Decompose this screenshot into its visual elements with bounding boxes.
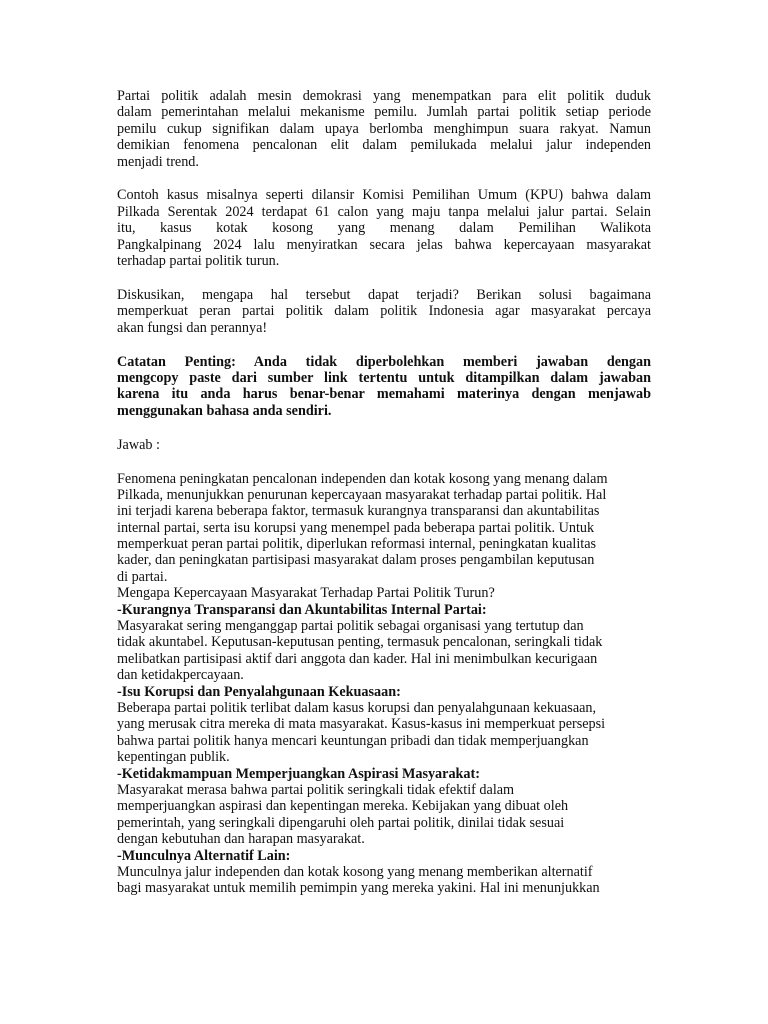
text-line: bagi masyarakat untuk memilih pemimpin yang mereka yakini. Hal ini menunjukkan (117, 880, 600, 897)
text-line: memperkuat peran partai politik, diperlukan reformasi internal, peningkatan kualitas (117, 536, 597, 553)
answer-point-alternative (117, 848, 651, 897)
answer-point-transparency (117, 602, 651, 684)
text-line: tidak akuntabel. Keputusan-keputusan penting, termasuk pencalonan, seringkali tidak (117, 634, 603, 651)
text-line: dalam pemerintahan melalui mekanisme pemilu. Jumlah partai politik setiap periode (117, 104, 651, 121)
text-line: Masyarakat merasa bahwa partai politik seringkali tidak efektif dalam (117, 781, 515, 798)
text-line: terhadap partai politik turun. (117, 253, 280, 270)
text-line: Fenomena peningkatan pencalonan independen dan kotak kosong yang menang dalam (117, 470, 608, 487)
text-line: menjadi trend. (117, 153, 199, 170)
important-note (117, 354, 651, 420)
point-heading: -Isu Korupsi dan Penyalahgunaan Kekuasaan: (117, 683, 401, 700)
text-line: pemerintah, yang seringkali dipengaruhi oleh partai politik, dinilai tidak sesuai (117, 814, 565, 831)
text-line: demikian fenomena pencalonan elit dalam pemilukada melalui jalur independen (117, 137, 651, 154)
text-line: itu, kasus kotak kosong yang menang dalam Pemilihan Walikota (117, 220, 651, 237)
text-line: Diskusikan, mengapa hal tersebut dapat terjadi? Berikan solusi bagaimana (117, 286, 651, 303)
text-line: di partai. (117, 568, 168, 585)
text-line: Partai politik adalah mesin demokrasi yang menempatkan para elit politik duduk (117, 88, 651, 104)
text-line: bahwa partai politik hanya mencari keuntungan pribadi dan tidak memperjuangkan (117, 732, 589, 749)
text-line: yang merusak citra mereka di mata masyarakat. Kasus-kasus ini memperkuat persepsi (117, 716, 606, 733)
point-heading: -Kurangnya Transparansi dan Akuntabilitas Internal Partai: (117, 601, 487, 618)
note-line: mengcopy paste dari sumber link tertentu untuk ditampilkan dalam jawaban (117, 369, 651, 386)
note-line: karena itu anda harus benar-benar memahami materinya dengan menjawab (117, 386, 651, 403)
text-line: Pilkada Serentak 2024 terdapat 61 calon yang maju tanpa melalui jalur partai. Selain (117, 203, 651, 220)
text-line: Pilkada, menunjukkan penurunan kepercayaan masyarakat terhadap partai politik. Hal (117, 486, 607, 503)
why-heading: Mengapa Kepercayaan Masyarakat Terhadap Partai Politik Turun? (117, 585, 495, 602)
answer-intro (117, 471, 651, 586)
text-line: kepentingan publik. (117, 749, 230, 766)
answer-point-corruption (117, 684, 651, 766)
text-line: akan fungsi dan perannya! (117, 319, 268, 336)
text-line: Beberapa partai politik terlibat dalam kasus korupsi dan penyalahgunaan kekuasaan, (117, 700, 597, 716)
text-line: memperjuangkan aspirasi dan kepentingan mereka. Kebijakan yang dibuat oleh (117, 798, 569, 815)
text-line: Pangkalpinang 2024 lalu menyiratkan secara jelas bahwa kepercayaan masyarakat (117, 236, 651, 253)
text-line: dan ketidakpercayaan. (117, 667, 244, 684)
text-line: pemilu cukup signifikan dalam upaya berlomba menghimpun suara rakyat. Namun (117, 120, 651, 137)
point-heading: -Ketidakmampuan Memperjuangkan Aspirasi Masyarakat: (117, 765, 480, 782)
text-line: ini terjadi karena beberapa faktor, termasuk kurangnya transparansi dan akuntabilitas (117, 503, 600, 520)
text-line: internal partai, serta isu korupsi yang menempel pada beberapa partai politik. Untuk (117, 519, 595, 536)
answer-point-aspiration (117, 766, 651, 848)
point-heading: -Munculnya Alternatif Lain: (117, 847, 291, 864)
text-line: Munculnya jalur independen dan kotak kosong yang menang memberikan alternatif (117, 863, 593, 880)
text-line: kader, dan peningkatan partisipasi masyarakat dalam proses pengambilan keputusan (117, 552, 595, 569)
answer-label: Jawab : (117, 436, 160, 453)
question-paragraph-3 (117, 287, 651, 336)
question-paragraph-1 (117, 88, 651, 170)
text-line: dengan kebutuhan dan harapan masyarakat. (117, 831, 365, 848)
text-line: Masyarakat sering menganggap partai politik sebagai organisasi yang tertutup dan (117, 618, 584, 635)
text-line: Contoh kasus misalnya seperti dilansir Komisi Pemilihan Umum (KPU) bahwa dalam (117, 187, 651, 204)
note-line: Catatan Penting: Anda tidak diperbolehkan memberi jawaban dengan (117, 353, 651, 370)
question-paragraph-2 (117, 187, 651, 269)
text-line: melibatkan partisipasi aktif dari anggota dan kader. Hal ini menimbulkan kecurigaan (117, 650, 598, 667)
note-line: menggunakan bahasa anda sendiri. (117, 402, 332, 419)
text-line: memperkuat peran partai politik dalam politik Indonesia agar masyarakat percaya (117, 303, 651, 320)
